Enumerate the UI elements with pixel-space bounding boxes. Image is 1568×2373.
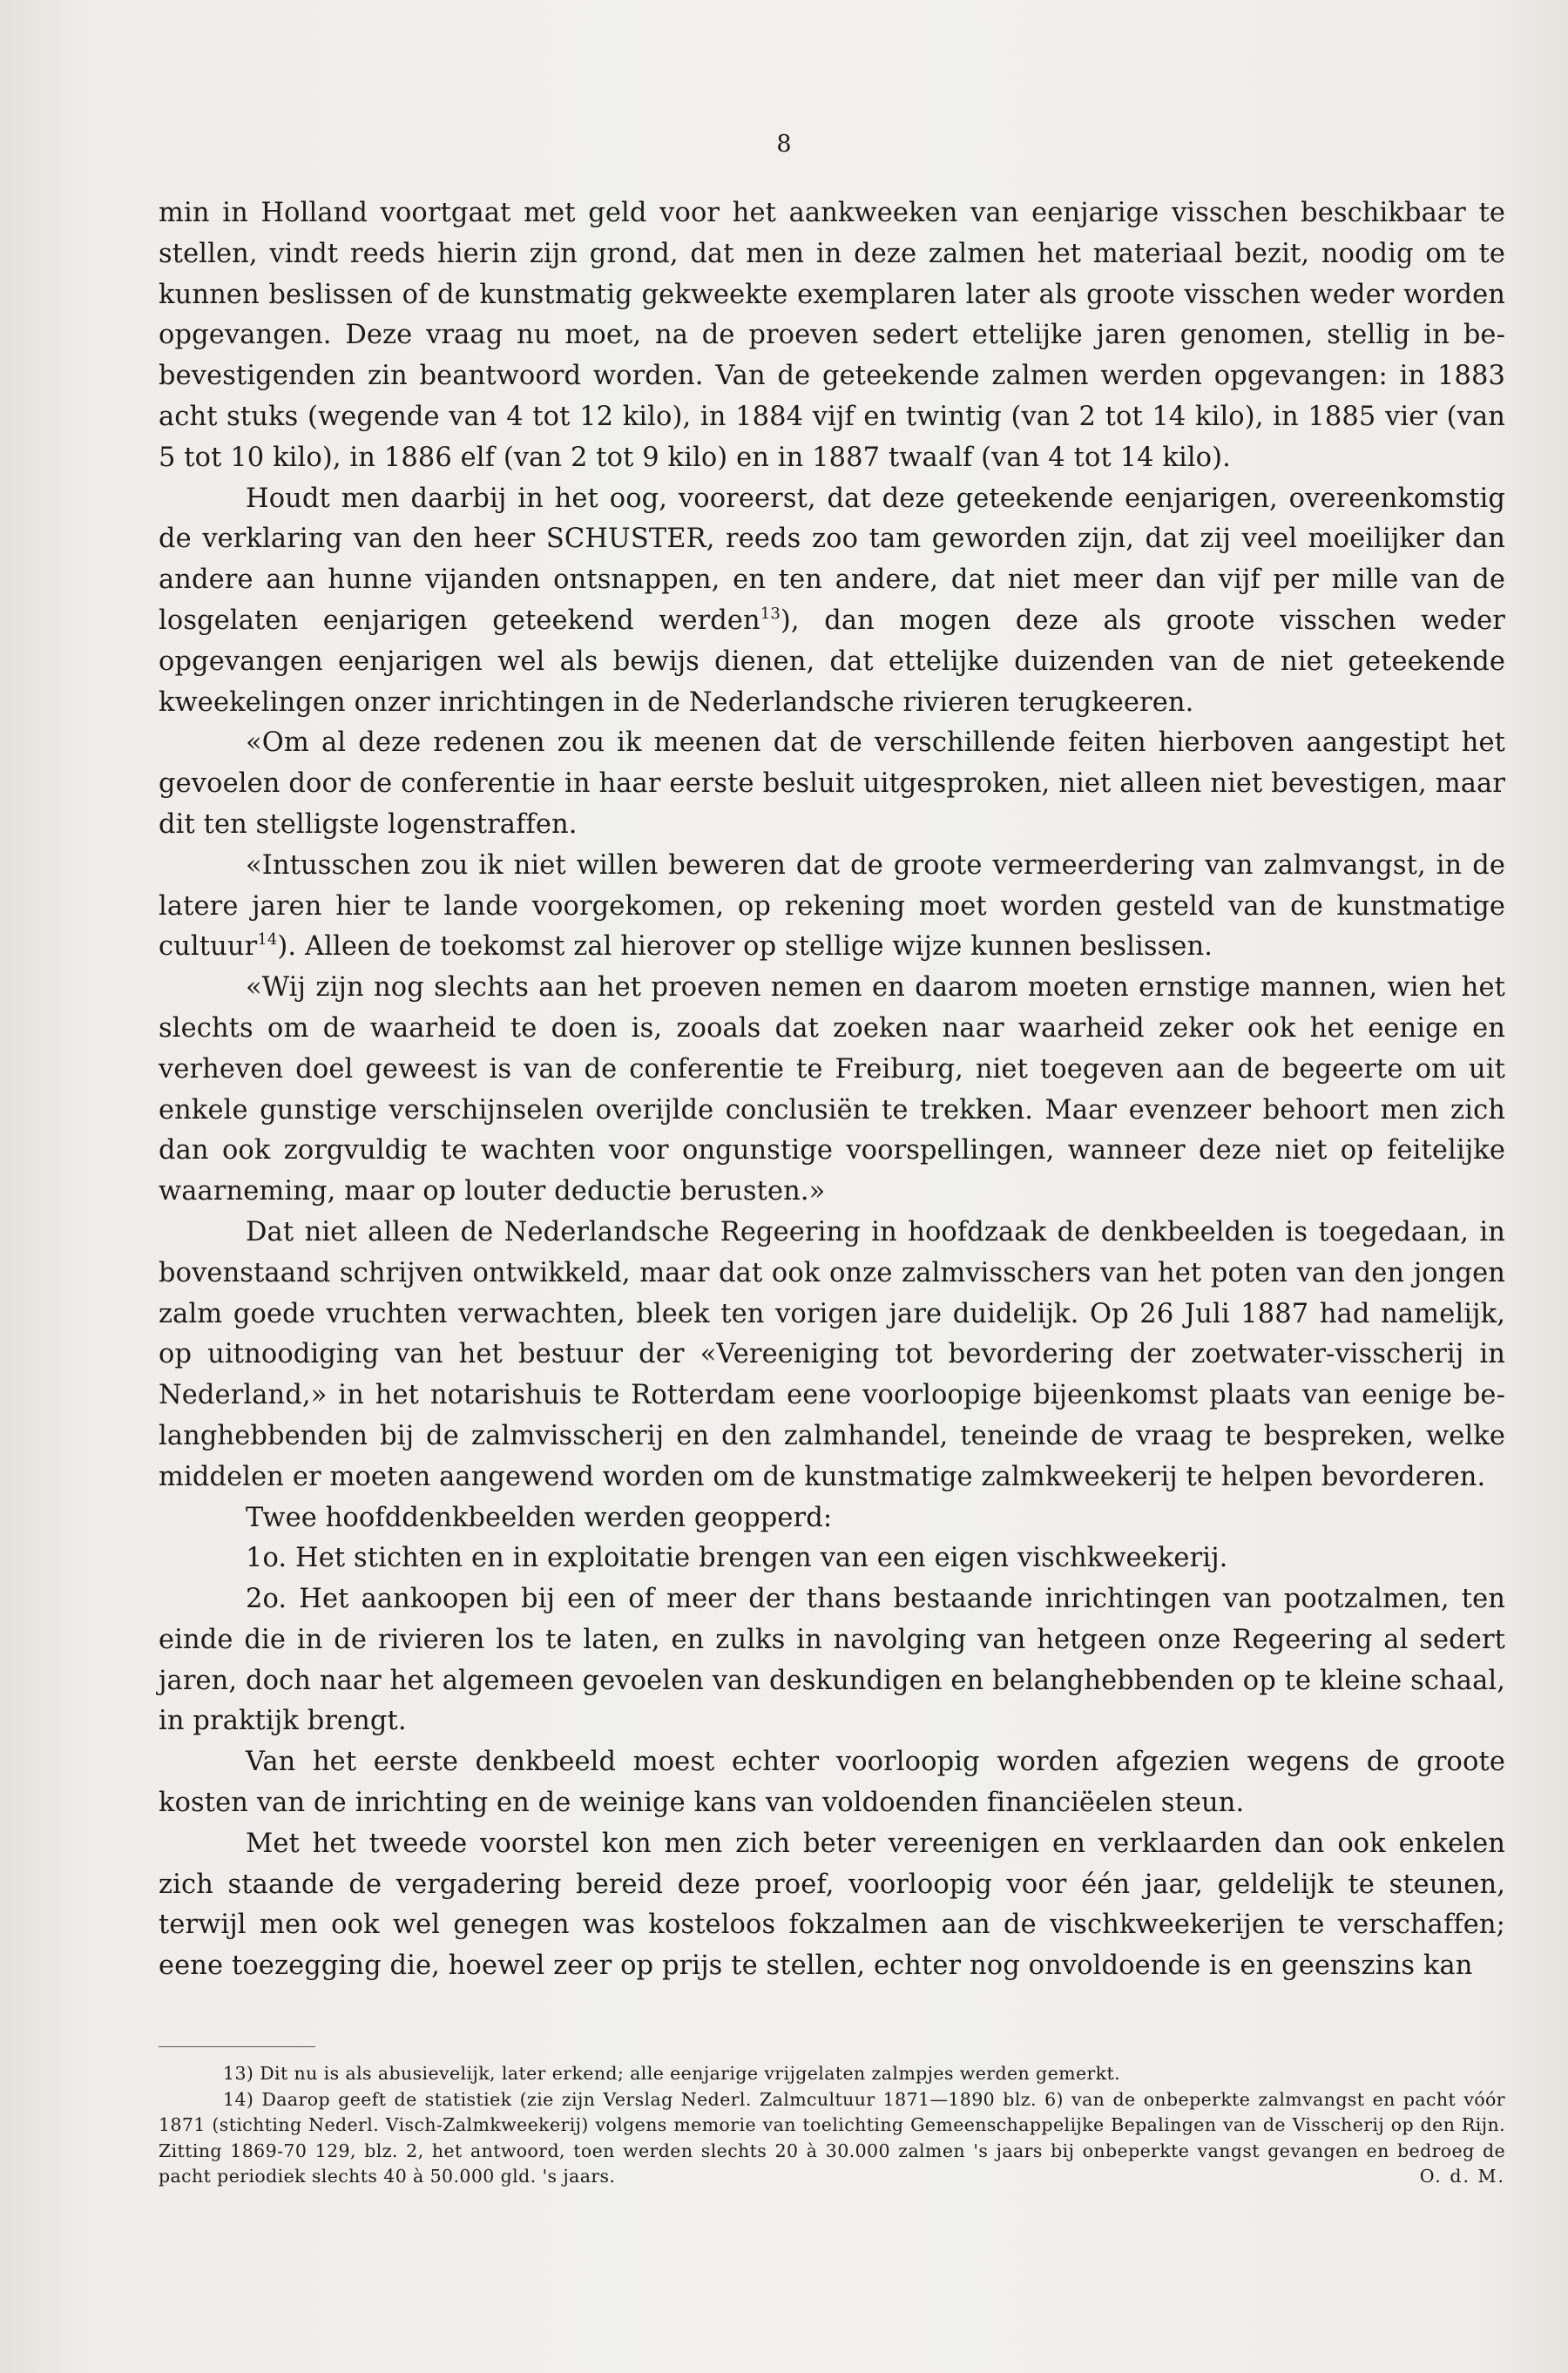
paragraph: Met het tweede voorstel kon men zich beter vereenigen en verklaarden dan ook enkelen zich staande de vergadering bereid deze proef, voorloopig voor één jaar, geldelijk te steunen, terwijl men ook wel genegen was kosteloos fokzalmen aan de vischkweekerijen te verschaffen; eene toezegging die, hoewel zeer op prijs te stellen, echter nog onvoldoende is en geenszins kan [159, 1828, 1505, 1982]
footnote-reference: 14 [257, 930, 278, 950]
page-number: 8 [776, 131, 792, 158]
footnote: 13) Dit nu is als abusievelijk, later erkend; alle eenjarige vrijgelaten zalmpjes werden gemerkt. [223, 2063, 1121, 2084]
list-item: 1o. Het stichten en in exploitatie brengen van een eigen vischkweekerij. [246, 1543, 1228, 1574]
paragraph-text: ). Alleen de toekomst zal hierover op stellige wijze kunnen beslissen. [277, 931, 1213, 963]
body-text [159, 193, 1505, 1987]
paragraph [159, 846, 1505, 968]
paragraph [159, 479, 1505, 724]
footnote-text: 14) Daarop geeft de statistiek (zie zijn Verslag Nederl. Zalmcultuur 1871—1890 blz. 6) van de onbeperkte zalmvangst en pacht vóór 1871 (stichting Nederl. Visch-Zalmkweekerij) volgens memorie van toelichting Gemeenschappelijke Bepalingen van de Visscherij op den Rijn. Zitting 1869-70 129, blz. 2, het antwoord, toen werden slechts 20 à 30.000 zalmen 's jaars bij onbeperkte vangst gevangen en bedroeg de pacht periodiek slechts 40 à 50.000 gld. 's jaars. [159, 2088, 1505, 2187]
footnote-signature: O. d. M. [1419, 2166, 1505, 2187]
paragraph: Twee hoofddenkbeelden werden geopperd: [246, 1502, 833, 1533]
list-item: 2o. Het aankoopen bij een of meer der thans bestaande inrichtingen van pootzalmen, ten einde die in de rivieren los te laten, en zulks in navolging van hetgeen onze Regeering al sedert jaren, doch naar het algemeen gevoelen van deskundigen en belanghebbenden op te kleine schaal, in praktijk brengt. [159, 1584, 1505, 1737]
paragraph: Dat niet alleen de Nederlandsche Regeering in hoofdzaak de denkbeelden is toegedaan, in bovenstaand schrijven ontwikkeld, maar dat ook onze zalmvisschers van het poten van den jongen zalm goede vruchten verwachten, bleek ten vorigen jare duidelijk. Op 26 Juli 1887 had namelijk, op uitnoodiging van het bestuur der «Vereeniging tot bevordering der zoetwater-visscherij in Nederland,» in het notarishuis te Rotterdam eene voorloopige bijeenkomst plaats van eenige be-langhebbenden bij de zalmvisscherij en den zalmhandel, teneinde de vraag te bespreken, welke middelen er moeten aangewend worden om de kunstmatige zalmkweekerij te helpen bevorderen. [159, 1216, 1505, 1492]
paragraph: min in Holland voortgaat met geld voor het aankweeken van eenjarige visschen beschikbaar te stellen, vindt reeds hierin zijn grond, dat men in deze zalmen het materiaal bezit, noodig om te kunnen beslissen of de kunstmatig gekweekte exemplaren later als groote visschen weder worden opgevangen. Deze vraag nu moet, na de proeven sedert ettelijke jaren genomen, stellig in be-bevestigenden zin beantwoord worden. Van de geteekende zalmen werden opgevangen: in 1883 acht stuks (wegende van 4 tot 12 kilo), in 1884 vijf en twintig (van 2 tot 14 kilo), in 1885 vier (van 5 tot 10 kilo), in 1886 elf (van 2 tot 9 kilo) en in 1887 twaalf (van 4 tot 14 kilo). [159, 198, 1505, 473]
paragraph: «Wij zijn nog slechts aan het proeven nemen en daarom moeten ernstige mannen, wien het slechts om de waarheid te doen is, zooals dat zoeken naar waarheid zeker ook het eenige en verheven doel geweest is van de conferentie te Freiburg, niet toegeven aan de begeerte om uit enkele gunstige verschijnselen overijlde conclusiën te trekken. Maar evenzeer behoort men zich dan ook zorgvuldig te wachten voor ongunstige voorspellingen, wanneer deze niet op feitelijke waarneming, maar op louter deductie berusten.» [159, 972, 1505, 1207]
footnote [159, 2087, 1505, 2190]
paragraph: Van het eerste denkbeeld moest echter voorloopig worden afgezien wegens de groote kosten van de inrichting en de weinige kans van voldoenden financiëelen steun. [159, 1747, 1505, 1819]
paragraph: «Om al deze redenen zou ik meenen dat de verschillende feiten hierboven aangestipt het gevoelen door de conferentie in haar eerste besluit uitgesproken, niet alleen niet bevestigen, maar dit ten stelligste logenstraffen. [159, 727, 1505, 840]
footnotes [159, 2061, 1505, 2190]
footnote-reference: 13 [760, 604, 781, 623]
paragraph-text: Houdt men daarbij in het oog, vooreerst, dat deze geteekende eenjarigen, overeenkomstig de verklaring van den heer SCHUSTER, reeds zoo tam geworden zijn, dat zij veel moeilijker dan andere aan hunne vijanden ontsnappen, en ten andere, dat niet meer dan vijf per mille van de losgelaten eenjarigen geteekend werden [159, 483, 1505, 636]
paragraph-text: «Intusschen zou ik niet willen beweren dat de groote vermeerdering van zalmvangst, in de latere jaren hier te lande voorgekomen, op rekening moet worden gesteld van de kunstmatige cultuur [159, 849, 1505, 963]
paragraph-text: ), dan mogen deze als groote visschen weder opgevangen eenjarigen wel als bewijs dienen, dat ettelijke duizenden van de niet geteekende kweekelingen onzer inrichtingen in de Nederlandsche rivieren terugkeeren. [159, 605, 1505, 718]
footnote-divider [159, 2046, 315, 2047]
